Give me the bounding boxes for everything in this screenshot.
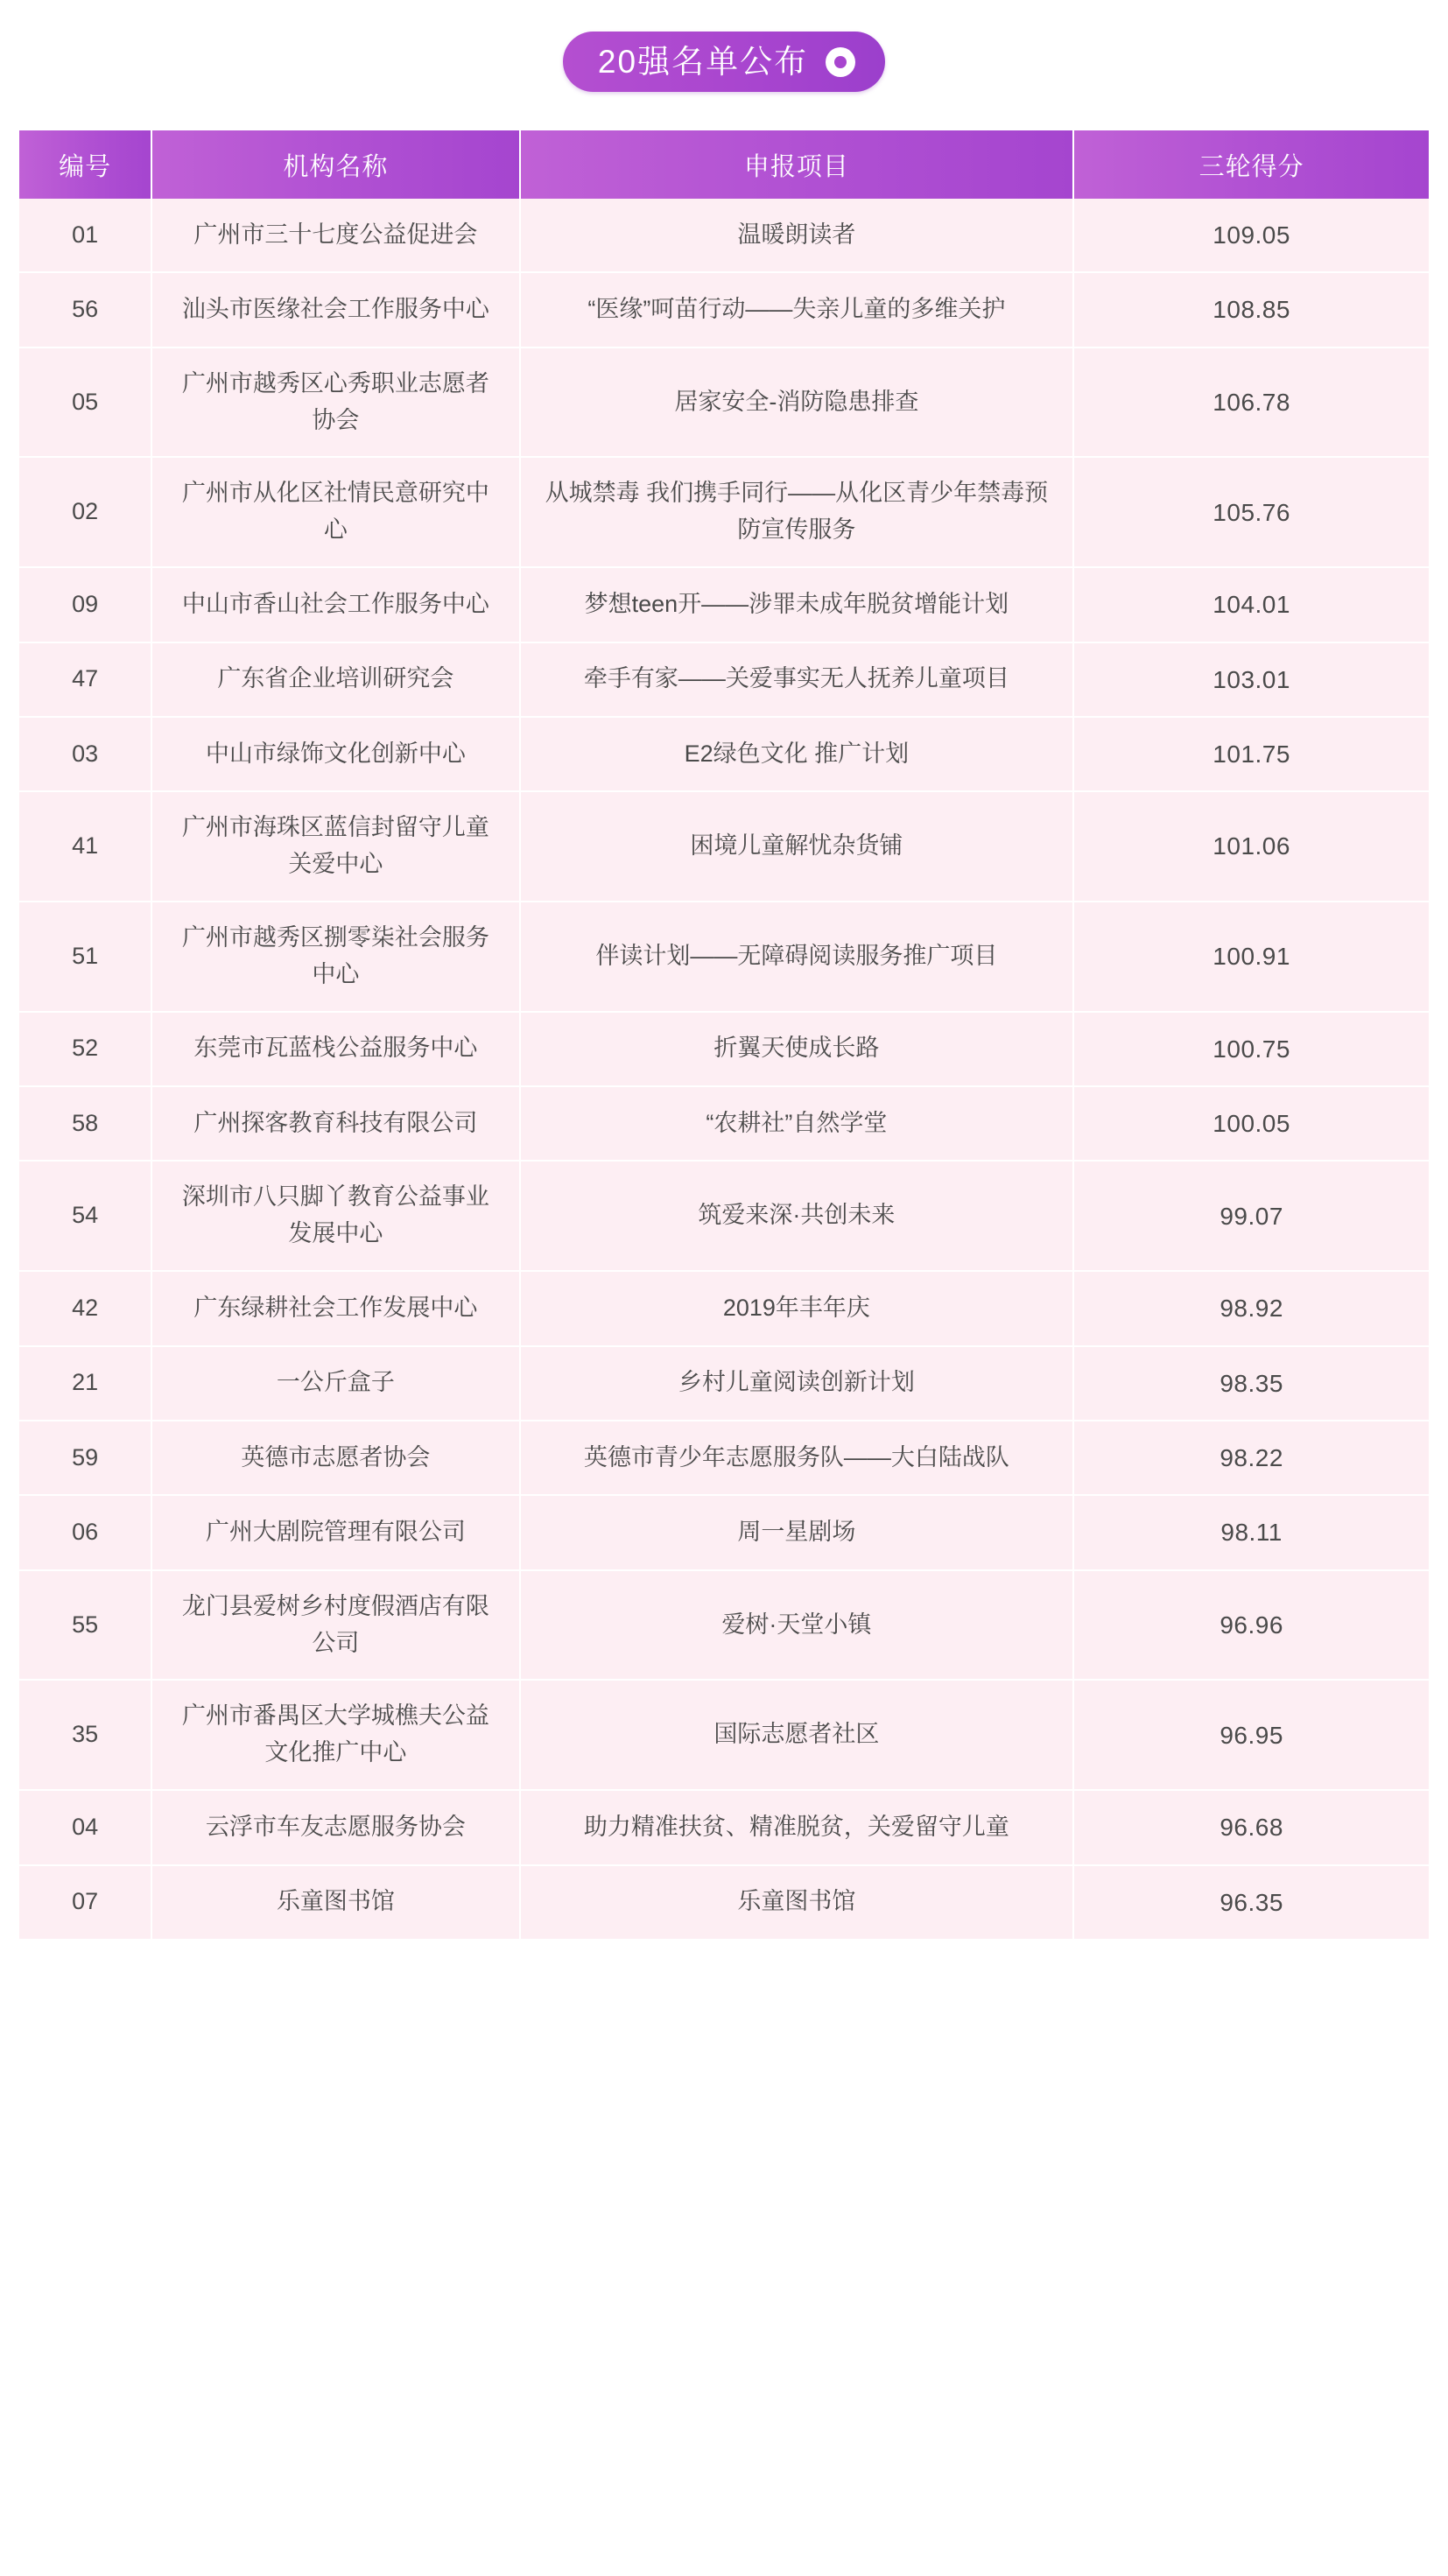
cell-no: 04 xyxy=(19,1790,151,1864)
cell-no: 41 xyxy=(19,791,151,902)
cell-org: 英德市志愿者协会 xyxy=(151,1421,519,1495)
cell-score: 100.91 xyxy=(1073,902,1429,1012)
cell-score: 108.85 xyxy=(1073,272,1429,347)
cell-score: 106.78 xyxy=(1073,347,1429,458)
ranking-table-wrapper xyxy=(0,130,1448,1939)
cell-score: 100.75 xyxy=(1073,1012,1429,1086)
cell-no: 06 xyxy=(19,1495,151,1569)
cell-org: 东莞市瓦蓝栈公益服务中心 xyxy=(151,1012,519,1086)
cell-score: 104.01 xyxy=(1073,567,1429,642)
table-row xyxy=(19,902,1429,1012)
cell-no: 52 xyxy=(19,1012,151,1086)
cell-project: 折翼天使成长路 xyxy=(520,1012,1074,1086)
cell-score: 98.22 xyxy=(1073,1421,1429,1495)
cell-project: 居家安全-消防隐患排查 xyxy=(520,347,1074,458)
cell-no: 07 xyxy=(19,1865,151,1939)
cell-project: 2019年丰年庆 xyxy=(520,1271,1074,1345)
ranking-table xyxy=(19,130,1429,1939)
cell-org: 广州市三十七度公益促进会 xyxy=(151,199,519,272)
cell-org: 一公斤盒子 xyxy=(151,1346,519,1421)
cell-org: 广州市越秀区心秀职业志愿者协会 xyxy=(151,347,519,458)
cell-no: 42 xyxy=(19,1271,151,1345)
cell-org: 广州市海珠区蓝信封留守儿童关爱中心 xyxy=(151,791,519,902)
cell-score: 101.06 xyxy=(1073,791,1429,902)
cell-org: 云浮市车友志愿服务协会 xyxy=(151,1790,519,1864)
table-row xyxy=(19,1271,1429,1345)
title-banner xyxy=(0,0,1448,130)
table-row xyxy=(19,1161,1429,1271)
cell-org: 龙门县爱树乡村度假酒店有限公司 xyxy=(151,1570,519,1681)
cell-no: 35 xyxy=(19,1680,151,1790)
cell-score: 103.01 xyxy=(1073,642,1429,717)
cell-org: 广州市番禺区大学城樵夫公益文化推广中心 xyxy=(151,1680,519,1790)
table-row xyxy=(19,199,1429,272)
column-header-project: 申报项目 xyxy=(520,130,1074,199)
cell-score: 96.68 xyxy=(1073,1790,1429,1864)
cell-project: “医缘”呵苗行动——失亲儿童的多维关护 xyxy=(520,272,1074,347)
cell-no: 59 xyxy=(19,1421,151,1495)
table-row xyxy=(19,642,1429,717)
cell-org: 广州大剧院管理有限公司 xyxy=(151,1495,519,1569)
cell-score: 99.07 xyxy=(1073,1161,1429,1271)
table-row xyxy=(19,347,1429,458)
cell-project: 困境儿童解忧杂货铺 xyxy=(520,791,1074,902)
cell-score: 96.96 xyxy=(1073,1570,1429,1681)
cell-score: 101.75 xyxy=(1073,717,1429,791)
cell-project: 乐童图书馆 xyxy=(520,1865,1074,1939)
cell-no: 58 xyxy=(19,1086,151,1161)
cell-org: 广州市越秀区捌零柒社会服务中心 xyxy=(151,902,519,1012)
table-row xyxy=(19,1421,1429,1495)
cell-project: “农耕社”自然学堂 xyxy=(520,1086,1074,1161)
cell-org: 深圳市八只脚丫教育公益事业发展中心 xyxy=(151,1161,519,1271)
cell-project: 从城禁毒 我们携手同行——从化区青少年禁毒预防宣传服务 xyxy=(520,457,1074,567)
cell-no: 02 xyxy=(19,457,151,567)
cell-no: 47 xyxy=(19,642,151,717)
column-header-no: 编号 xyxy=(19,130,151,199)
title-pill xyxy=(563,32,885,92)
cell-no: 54 xyxy=(19,1161,151,1271)
table-row xyxy=(19,1865,1429,1939)
cell-project: 伴读计划——无障碍阅读服务推广项目 xyxy=(520,902,1074,1012)
cell-org: 广州探客教育科技有限公司 xyxy=(151,1086,519,1161)
cell-project: 周一星剧场 xyxy=(520,1495,1074,1569)
cell-score: 96.35 xyxy=(1073,1865,1429,1939)
cell-project: 国际志愿者社区 xyxy=(520,1680,1074,1790)
table-row xyxy=(19,1012,1429,1086)
table-row xyxy=(19,1680,1429,1790)
cell-score: 96.95 xyxy=(1073,1680,1429,1790)
cell-project: 筑爱来深·共创未来 xyxy=(520,1161,1074,1271)
column-header-score: 三轮得分 xyxy=(1073,130,1429,199)
cell-score: 100.05 xyxy=(1073,1086,1429,1161)
table-row xyxy=(19,1086,1429,1161)
table-row xyxy=(19,1790,1429,1864)
circle-dot-icon xyxy=(826,47,855,77)
cell-no: 51 xyxy=(19,902,151,1012)
cell-no: 09 xyxy=(19,567,151,642)
cell-no: 55 xyxy=(19,1570,151,1681)
table-row xyxy=(19,567,1429,642)
table-row xyxy=(19,272,1429,347)
cell-org: 乐童图书馆 xyxy=(151,1865,519,1939)
table-row xyxy=(19,1346,1429,1421)
cell-no: 21 xyxy=(19,1346,151,1421)
cell-org: 中山市绿饰文化创新中心 xyxy=(151,717,519,791)
table-row xyxy=(19,791,1429,902)
cell-org: 广东省企业培训研究会 xyxy=(151,642,519,717)
cell-score: 98.11 xyxy=(1073,1495,1429,1569)
cell-no: 05 xyxy=(19,347,151,458)
cell-org: 广东绿耕社会工作发展中心 xyxy=(151,1271,519,1345)
table-row xyxy=(19,717,1429,791)
table-row xyxy=(19,1570,1429,1681)
page-title: 20强名单公布 xyxy=(597,44,809,80)
table-row xyxy=(19,457,1429,567)
table-row xyxy=(19,1495,1429,1569)
cell-project: 牵手有家——关爱事实无人抚养儿童项目 xyxy=(520,642,1074,717)
cell-org: 汕头市医缘社会工作服务中心 xyxy=(151,272,519,347)
cell-no: 01 xyxy=(19,199,151,272)
cell-org: 中山市香山社会工作服务中心 xyxy=(151,567,519,642)
cell-project: 助力精准扶贫、精准脱贫，关爱留守儿童 xyxy=(520,1790,1074,1864)
cell-project: 梦想teen开——涉罪未成年脱贫增能计划 xyxy=(520,567,1074,642)
cell-score: 98.35 xyxy=(1073,1346,1429,1421)
table-header-row xyxy=(19,130,1429,199)
table-header xyxy=(19,130,1429,199)
cell-project: 乡村儿童阅读创新计划 xyxy=(520,1346,1074,1421)
column-header-org: 机构名称 xyxy=(151,130,519,199)
table-body xyxy=(19,199,1429,1939)
cell-score: 98.92 xyxy=(1073,1271,1429,1345)
cell-score: 105.76 xyxy=(1073,457,1429,567)
cell-no: 03 xyxy=(19,717,151,791)
cell-project: 爱树·天堂小镇 xyxy=(520,1570,1074,1681)
cell-project: 英德市青少年志愿服务队——大白陆战队 xyxy=(520,1421,1074,1495)
cell-org: 广州市从化区社情民意研究中心 xyxy=(151,457,519,567)
cell-project: E2绿色文化 推广计划 xyxy=(520,717,1074,791)
cell-score: 109.05 xyxy=(1073,199,1429,272)
cell-project: 温暖朗读者 xyxy=(520,199,1074,272)
cell-no: 56 xyxy=(19,272,151,347)
